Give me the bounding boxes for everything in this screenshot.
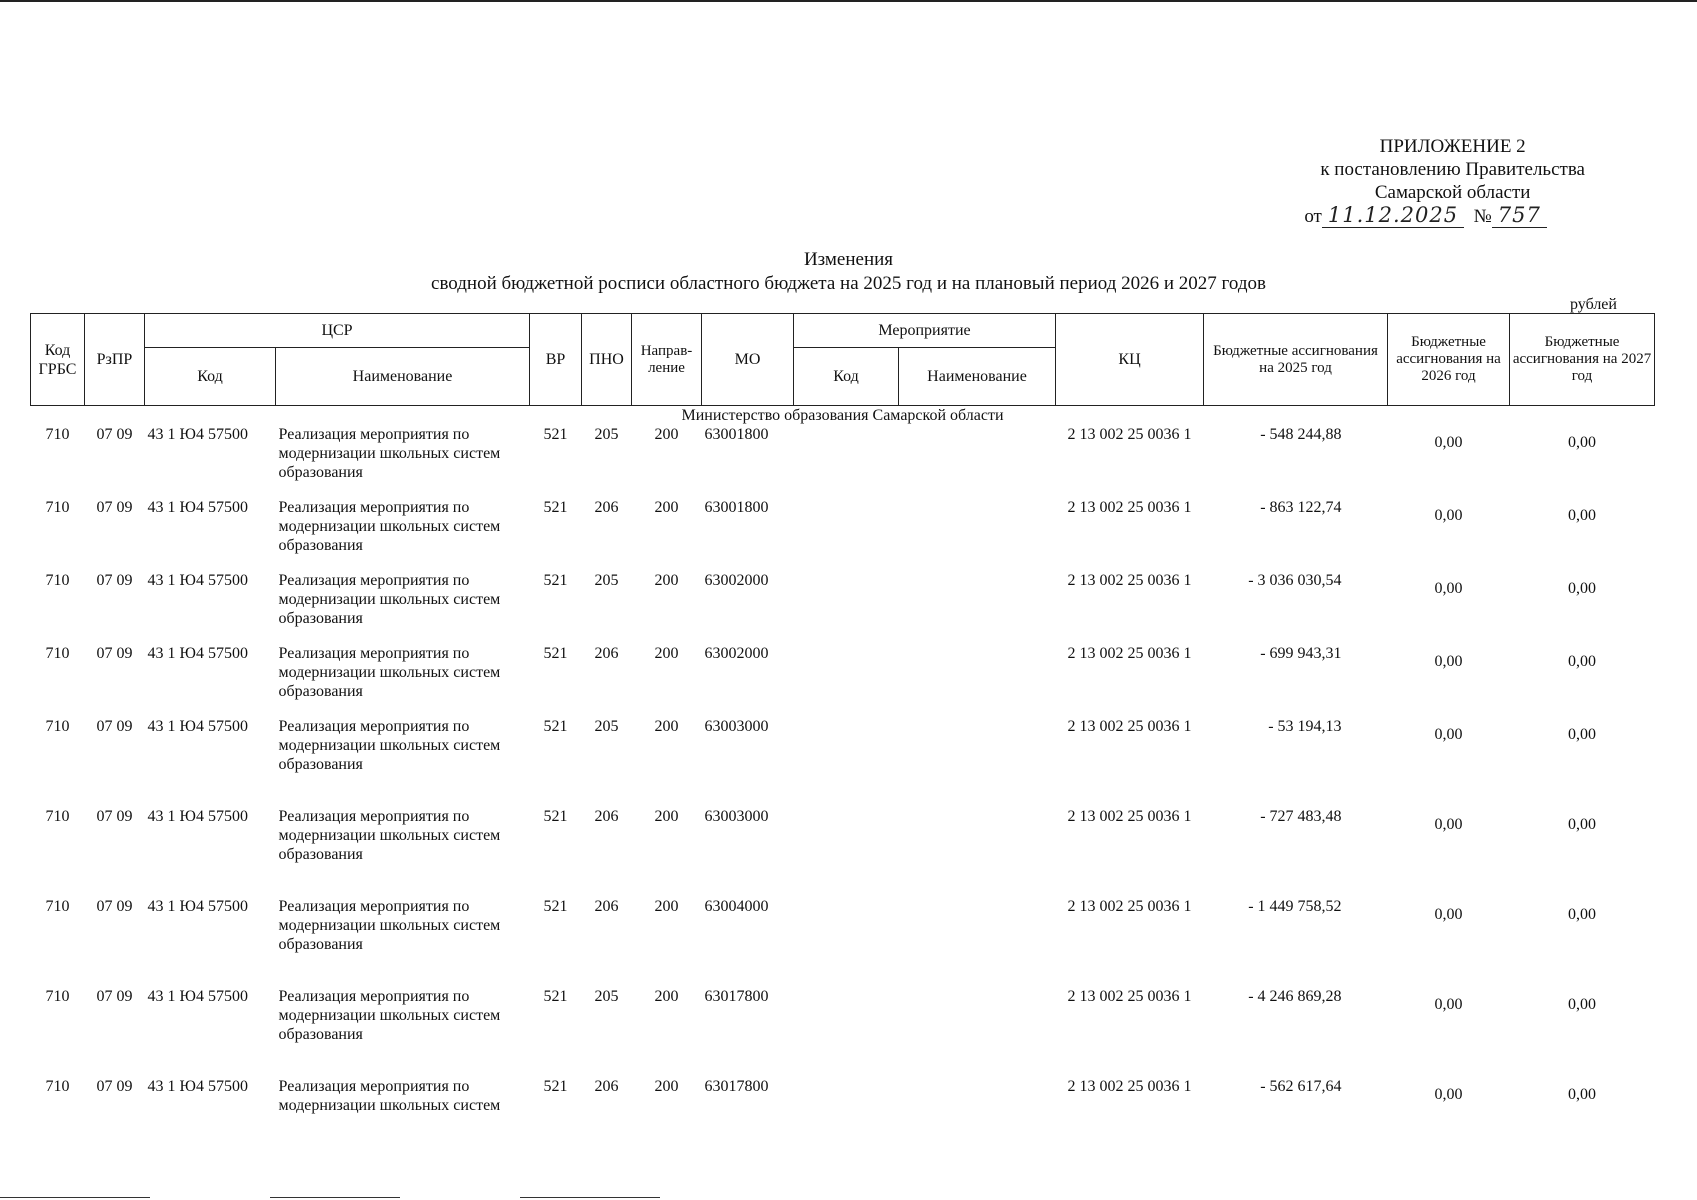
cell-mo: 63004000 xyxy=(704,898,769,915)
col-vr: ВР xyxy=(530,314,582,406)
cell-pno: 206 xyxy=(594,808,619,825)
cell-budget-2025: - 53 194,13 xyxy=(1268,718,1342,735)
cell-budget-2025: - 1 449 758,52 xyxy=(1248,898,1342,915)
cell-pno: 205 xyxy=(594,426,619,443)
top-border-line xyxy=(0,0,1697,2)
col-budget-2025: Бюджетные ассигнования на 2025 год xyxy=(1204,314,1388,406)
cell-budget-2027: 0,00 xyxy=(1568,507,1597,524)
cell-vr: 521 xyxy=(543,808,568,825)
cell-budget-2025: - 4 246 869,28 xyxy=(1248,988,1342,1005)
cell-kc: 2 13 002 25 0036 1 xyxy=(1067,988,1192,1005)
cell-budget-2025: - 3 036 030,54 xyxy=(1248,572,1342,589)
cell-budget-2027: 0,00 xyxy=(1568,906,1597,923)
cell-pno: 206 xyxy=(594,1078,619,1095)
footer-rule xyxy=(0,1197,150,1198)
number-prefix: № xyxy=(1473,206,1492,227)
col-meropriyatie: Мероприятие xyxy=(794,314,1056,348)
cell-napravlenie: 200 xyxy=(654,499,679,516)
cell-kc: 2 13 002 25 0036 1 xyxy=(1067,1078,1192,1095)
col-pno: ПНО xyxy=(582,314,632,406)
budget-table xyxy=(30,313,1655,1143)
cell-kod-grbs: 710 xyxy=(45,572,70,589)
cell-pno: 206 xyxy=(594,645,619,662)
cell-napravlenie: 200 xyxy=(654,718,679,735)
cell-budget-2026: 0,00 xyxy=(1434,580,1463,597)
table-row xyxy=(31,571,1655,644)
cell-vr: 521 xyxy=(543,898,568,915)
table-row xyxy=(31,717,1655,807)
cell-mer-name xyxy=(899,498,1056,571)
cell-mer-name xyxy=(899,644,1056,717)
handwritten-date: 11.12.2025 xyxy=(1322,204,1464,228)
cell-budget-2027: 0,00 xyxy=(1568,580,1597,597)
cell-kod-grbs: 710 xyxy=(45,426,70,443)
units-label: рублей xyxy=(1570,296,1617,313)
col-rzpr: РзПР xyxy=(85,314,145,406)
cell-mer-name xyxy=(899,425,1056,498)
col-csr-name: Наименование xyxy=(276,348,530,406)
cell-csr-name: Реализация мероприятия по модернизации школьных систем образования xyxy=(278,988,501,1043)
cell-budget-2025: - 548 244,88 xyxy=(1260,426,1342,443)
cell-mer-name xyxy=(899,897,1056,987)
cell-mer-name xyxy=(899,1077,1056,1143)
cell-rzpr: 07 09 xyxy=(96,1078,133,1095)
annex-region: Самарской области xyxy=(1374,182,1531,203)
ministry-name: Министерство образования Самарской области xyxy=(681,407,1004,424)
cell-rzpr: 07 09 xyxy=(96,572,133,589)
cell-napravlenie: 200 xyxy=(654,426,679,443)
annex-block xyxy=(1304,135,1585,228)
cell-pno: 206 xyxy=(594,898,619,915)
cell-napravlenie: 200 xyxy=(654,1078,679,1095)
cell-csr-kod: 43 1 Ю4 57500 xyxy=(147,808,248,825)
cell-budget-2027: 0,00 xyxy=(1568,434,1597,451)
cell-csr-kod: 43 1 Ю4 57500 xyxy=(147,645,248,662)
cell-budget-2027: 0,00 xyxy=(1568,996,1597,1013)
date-prefix: от xyxy=(1304,206,1322,227)
document-title xyxy=(0,248,1697,296)
table-row xyxy=(31,498,1655,571)
cell-vr: 521 xyxy=(543,718,568,735)
cell-mer-kod xyxy=(794,1077,899,1143)
cell-kc: 2 13 002 25 0036 1 xyxy=(1067,898,1192,915)
cell-pno: 205 xyxy=(594,572,619,589)
cell-rzpr: 07 09 xyxy=(96,499,133,516)
col-mo: МО xyxy=(702,314,794,406)
col-napravlenie: Направ-ление xyxy=(632,314,702,406)
cell-mer-kod xyxy=(794,425,899,498)
col-kc: КЦ xyxy=(1056,314,1204,406)
cell-kc: 2 13 002 25 0036 1 xyxy=(1067,645,1192,662)
cell-mo: 63002000 xyxy=(704,572,769,589)
cell-budget-2027: 0,00 xyxy=(1568,1086,1597,1103)
col-csr-kod: Код xyxy=(145,348,276,406)
cell-csr-name: Реализация мероприятия по модернизации школьных систем образования xyxy=(278,426,501,481)
cell-rzpr: 07 09 xyxy=(96,645,133,662)
cell-pno: 205 xyxy=(594,988,619,1005)
cell-kod-grbs: 710 xyxy=(45,645,70,662)
cell-budget-2026: 0,00 xyxy=(1434,996,1463,1013)
title-line-2: сводной бюджетной росписи областного бюджета на 2025 год и на плановый период 2026 и 2027 годов xyxy=(431,273,1266,294)
cell-mer-kod xyxy=(794,987,899,1077)
cell-mo: 63003000 xyxy=(704,808,769,825)
col-mer-name: Наименование xyxy=(899,348,1056,406)
footer-rule xyxy=(520,1197,660,1198)
annex-date-line xyxy=(1304,204,1585,228)
cell-csr-name: Реализация мероприятия по модернизации школьных систем xyxy=(278,1078,501,1114)
ministry-row xyxy=(31,406,1655,426)
cell-mo: 63003000 xyxy=(704,718,769,735)
cell-csr-kod: 43 1 Ю4 57500 xyxy=(147,499,248,516)
col-csr: ЦСР xyxy=(145,314,530,348)
cell-csr-kod: 43 1 Ю4 57500 xyxy=(147,988,248,1005)
cell-mer-name xyxy=(899,987,1056,1077)
cell-vr: 521 xyxy=(543,572,568,589)
cell-kc: 2 13 002 25 0036 1 xyxy=(1067,572,1192,589)
col-kod-grbs: Код ГРБС xyxy=(31,314,85,406)
cell-rzpr: 07 09 xyxy=(96,426,133,443)
cell-mer-kod xyxy=(794,807,899,897)
cell-napravlenie: 200 xyxy=(654,898,679,915)
cell-mer-kod xyxy=(794,498,899,571)
cell-mer-name xyxy=(899,717,1056,807)
cell-kod-grbs: 710 xyxy=(45,808,70,825)
cell-mer-kod xyxy=(794,644,899,717)
cell-mo: 63002000 xyxy=(704,645,769,662)
cell-mo: 63001800 xyxy=(704,426,769,443)
cell-budget-2027: 0,00 xyxy=(1568,726,1597,743)
cell-csr-name: Реализация мероприятия по модернизации школьных систем образования xyxy=(278,499,501,554)
cell-napravlenie: 200 xyxy=(654,572,679,589)
cell-mer-kod xyxy=(794,571,899,644)
cell-budget-2025: - 699 943,31 xyxy=(1260,645,1342,662)
annex-title: ПРИЛОЖЕНИЕ 2 xyxy=(1379,136,1526,157)
cell-pno: 205 xyxy=(594,718,619,735)
cell-rzpr: 07 09 xyxy=(96,898,133,915)
cell-budget-2025: - 727 483,48 xyxy=(1260,808,1342,825)
cell-vr: 521 xyxy=(543,426,568,443)
cell-mer-name xyxy=(899,571,1056,644)
cell-kc: 2 13 002 25 0036 1 xyxy=(1067,426,1192,443)
table-header xyxy=(31,314,1655,406)
cell-budget-2027: 0,00 xyxy=(1568,816,1597,833)
cell-kod-grbs: 710 xyxy=(45,718,70,735)
cell-budget-2026: 0,00 xyxy=(1434,906,1463,923)
cell-csr-name: Реализация мероприятия по модернизации школьных систем образования xyxy=(278,572,501,627)
cell-pno: 206 xyxy=(594,499,619,516)
cell-budget-2025: - 562 617,64 xyxy=(1260,1078,1342,1095)
col-budget-2027: Бюджетные ассигнования на 2027 год xyxy=(1510,314,1655,406)
cell-kod-grbs: 710 xyxy=(45,1078,70,1095)
col-budget-2026: Бюджетные ассигнования на 2026 год xyxy=(1388,314,1510,406)
cell-budget-2026: 0,00 xyxy=(1434,653,1463,670)
cell-budget-2026: 0,00 xyxy=(1434,1086,1463,1103)
cell-mer-kod xyxy=(794,897,899,987)
cell-rzpr: 07 09 xyxy=(96,718,133,735)
cell-vr: 521 xyxy=(543,988,568,1005)
cell-budget-2025: - 863 122,74 xyxy=(1260,499,1342,516)
cell-mo: 63017800 xyxy=(704,1078,769,1095)
cell-mer-kod xyxy=(794,717,899,807)
title-line-1: Изменения xyxy=(803,249,894,270)
table-row xyxy=(31,897,1655,987)
table-row xyxy=(31,1077,1655,1143)
cell-csr-kod: 43 1 Ю4 57500 xyxy=(147,572,248,589)
cell-kod-grbs: 710 xyxy=(45,898,70,915)
cell-kod-grbs: 710 xyxy=(45,988,70,1005)
cell-budget-2026: 0,00 xyxy=(1434,816,1463,833)
cell-budget-2027: 0,00 xyxy=(1568,653,1597,670)
table-row xyxy=(31,644,1655,717)
cell-vr: 521 xyxy=(543,499,568,516)
cell-budget-2026: 0,00 xyxy=(1434,434,1463,451)
table-row xyxy=(31,425,1655,498)
table-row xyxy=(31,987,1655,1077)
cell-budget-2026: 0,00 xyxy=(1434,726,1463,743)
cell-mer-name xyxy=(899,807,1056,897)
cell-napravlenie: 200 xyxy=(654,808,679,825)
footer-rule xyxy=(270,1197,400,1198)
cell-csr-kod: 43 1 Ю4 57500 xyxy=(147,426,248,443)
cell-napravlenie: 200 xyxy=(654,645,679,662)
col-mer-kod: Код xyxy=(794,348,899,406)
cell-mo: 63001800 xyxy=(704,499,769,516)
cell-vr: 521 xyxy=(543,645,568,662)
cell-kc: 2 13 002 25 0036 1 xyxy=(1067,808,1192,825)
annex-subtitle: к постановлению Правительства xyxy=(1320,159,1585,180)
cell-csr-kod: 43 1 Ю4 57500 xyxy=(147,898,248,915)
table-body xyxy=(31,406,1655,1144)
cell-csr-name: Реализация мероприятия по модернизации школьных систем образования xyxy=(278,718,501,773)
cell-csr-name: Реализация мероприятия по модернизации школьных систем образования xyxy=(278,645,501,700)
cell-csr-kod: 43 1 Ю4 57500 xyxy=(147,718,248,735)
cell-budget-2026: 0,00 xyxy=(1434,507,1463,524)
cell-rzpr: 07 09 xyxy=(96,988,133,1005)
cell-mo: 63017800 xyxy=(704,988,769,1005)
cell-kod-grbs: 710 xyxy=(45,499,70,516)
handwritten-number: 757 xyxy=(1492,204,1547,228)
table-row xyxy=(31,807,1655,897)
cell-csr-name: Реализация мероприятия по модернизации школьных систем образования xyxy=(278,898,501,953)
cell-kc: 2 13 002 25 0036 1 xyxy=(1067,499,1192,516)
cell-csr-kod: 43 1 Ю4 57500 xyxy=(147,1078,248,1095)
cell-rzpr: 07 09 xyxy=(96,808,133,825)
cell-kc: 2 13 002 25 0036 1 xyxy=(1067,718,1192,735)
cell-csr-name: Реализация мероприятия по модернизации школьных систем образования xyxy=(278,808,501,863)
cell-vr: 521 xyxy=(543,1078,568,1095)
cell-napravlenie: 200 xyxy=(654,988,679,1005)
